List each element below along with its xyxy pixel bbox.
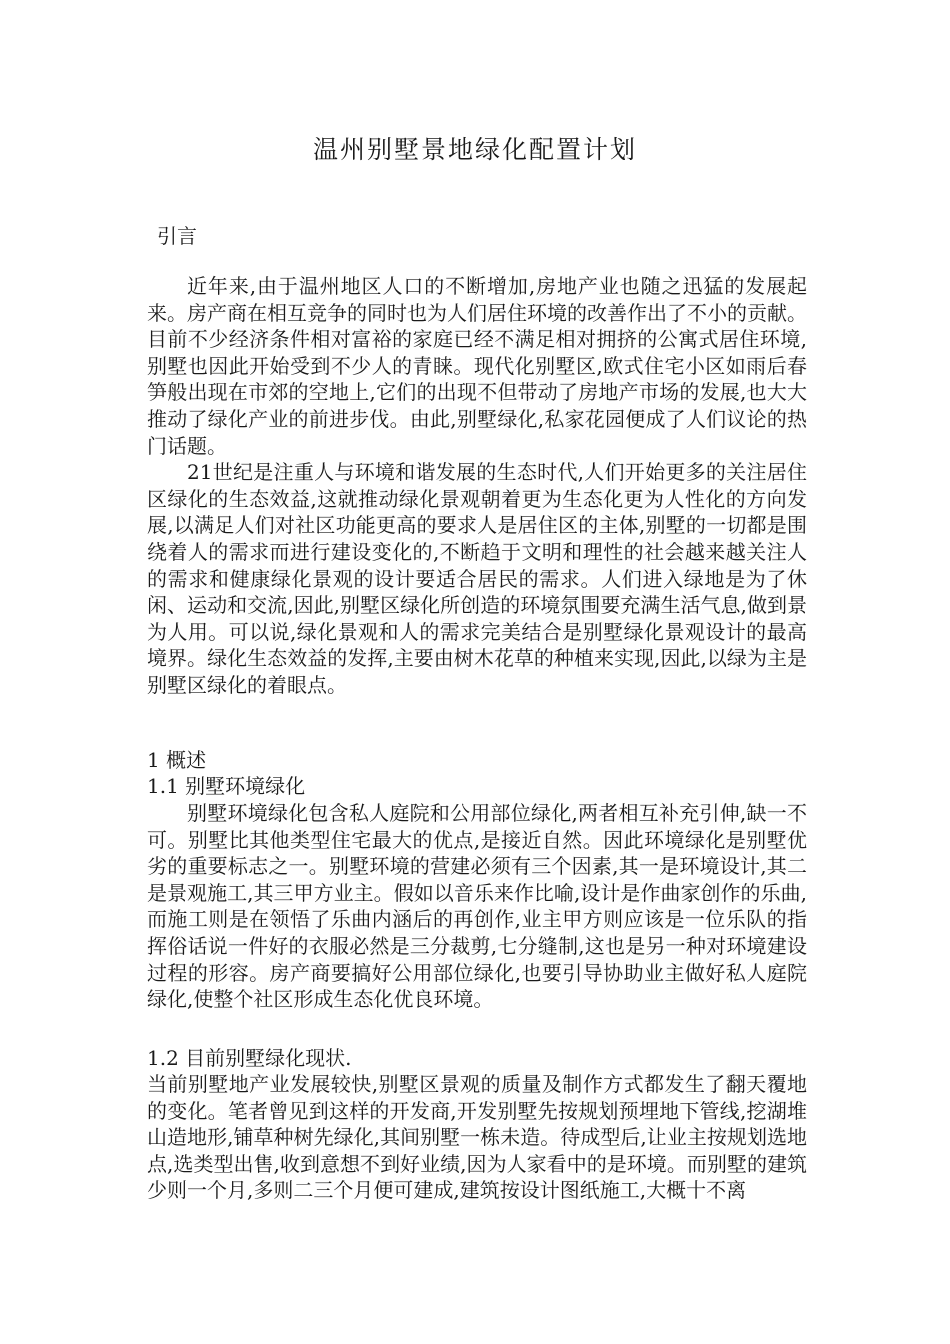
intro-paragraph-1: 近年来,由于温州地区人口的不断增加,房地产业也随之迅猛的发展起来。房产商在相互竞争的同时也为人们居住环境的改善作出了不小的贡献。目前不少经济条件相对富裕的家庭已经不满足相对拥挤的公寓式居住环境,别墅也因此开始受到不少人的青睐。现代化别墅区,欧式住宅小区如雨后春笋般出现在市郊的空地上,它们的出现不但带动了房地产市场的发展,也大大推动了绿化产业的前进步伐。由此,别墅绿化,私家花园便成了人们议论的热门话题。 [147, 274, 807, 458]
section-1-heading: 1 概述 [147, 748, 207, 772]
document-title: 温州别墅景地绿化配置计划 [312, 135, 637, 164]
section-1-1-body [147, 800, 807, 1013]
intro-heading: 引言 [157, 224, 197, 248]
section-1-2-heading: 1.2 目前别墅绿化现状. [147, 1046, 352, 1070]
section-1-2-body [147, 1071, 807, 1204]
intro-paragraph-2: 21世纪是注重人与环境和谐发展的生态时代,人们开始更多的关注居住区绿化的生态效益,这就推动绿化景观朝着更为生态化更为人性化的方向发展,以满足人们对社区功能更高的要求人是居住区的主体,别墅的一切都是围绕着人的需求而进行建设变化的,不断趋于文明和理性的社会越来越关注人的需求和健康绿化景观的设计要适合居民的需求。人们进入绿地是为了休闲、运动和交流,因此,别墅区绿化所创造的环境氛围要充满生活气息,做到景为人用。可以说,绿化景观和人的需求完美结合是别墅绿化景观设计的最高境界。绿化生态效益的发挥,主要由树木花草的种植来实现,因此,以绿为主是别墅区绿化的着眼点。 [147, 460, 807, 697]
section-1-1-heading: 1.1 别墅环境绿化 [147, 774, 306, 798]
section-1-2-paragraph: 当前别墅地产业发展较快,别墅区景观的质量及制作方式都发生了翻天覆地的变化。笔者曾见到这样的开发商,开发别墅先按规划预埋地下管线,挖湖堆山造地形,铺草种树先绿化,其间别墅一栋未造。待成型后,让业主按规划选地点,选类型出售,收到意想不到好业绩,因为人家看中的是环境。而别墅的建筑少则一个月,多则二三个月便可建成,建筑按设计图纸施工,大概十不离 [147, 1072, 807, 1203]
section-1-1-paragraph: 别墅环境绿化包含私人庭院和公用部位绿化,两者相互补充引伸,缺一不可。别墅比其他类型住宅最大的优点,是接近自然。因此环境绿化是别墅优劣的重要标志之一。别墅环境的营建必须有三个因素,其一是环境设计,其二是景观施工,其三甲方业主。假如以音乐来作比喻,设计是作曲家创作的乐曲,而施工则是在领悟了乐曲内涵后的再创作,业主甲方则应该是一位乐队的指挥俗话说一件好的衣服必然是三分裁剪,七分缝制,这也是另一种对环境建设过程的形容。房产商要搞好公用部位绿化,也要引导协助业主做好私人庭院绿化,使整个社区形成生态化优良环境。 [147, 801, 807, 1012]
intro-section [147, 273, 807, 699]
